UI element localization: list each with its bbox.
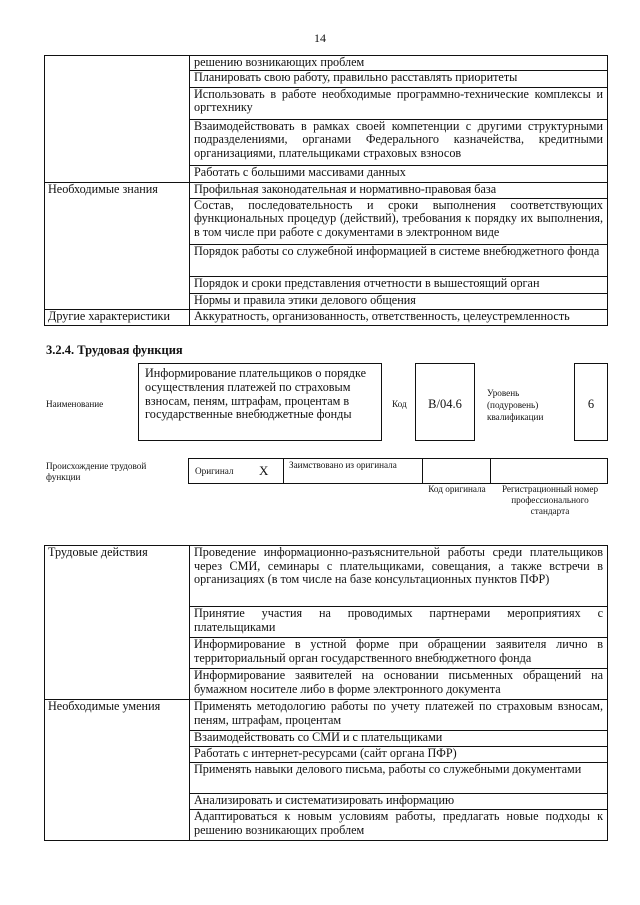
level-box [574, 363, 608, 441]
row-label-skills: Необходимые умения [45, 700, 190, 841]
table-cell: Работать с большими массивами данных [190, 165, 608, 182]
table-row [45, 700, 608, 731]
table-cell: Анализировать и систематизировать информацию [190, 794, 608, 810]
table-cell: Информирование заявителей на основании письменных обращений на бумажном носителе либо в форме электронного документа [190, 669, 608, 700]
table-cell: Работать с интернет-ресурсами (сайт органа ПФР) [190, 747, 608, 763]
table-cell: Адаптироваться к новым условиям работы, предлагать новые подходы к решению возникающих проблем [190, 810, 608, 841]
origin-label: Происхождение трудовой функции [46, 461, 147, 482]
name-label: Наименование [46, 399, 104, 409]
code-box [415, 363, 475, 441]
page-number: 14 [314, 31, 326, 45]
table-cell: Профильная законодательная и нормативно-правовая база [190, 182, 608, 198]
table-row [45, 182, 608, 198]
table-cell: Взаимодействовать в рамках своей компетенции с другими структурными подразделениями, органами Федерального казначейства, кредитными организациями, плательщиками страховых взносов [190, 119, 608, 165]
table-cell: Аккуратность, организованность, ответственность, целеустремленность [190, 309, 608, 325]
table-cell: Состав, последовательность и сроки выполнения соответствующих функциональных процедур (действий), требования к порядку их выполнения, в том числе при работе с документами в электронном виде [190, 198, 608, 244]
table-cell: Принятие участия на проводимых партнерами мероприятиях с плательщиками [190, 607, 608, 638]
row-label-other: Другие характеристики [45, 309, 190, 325]
original-label: Оригинал [195, 466, 234, 476]
registration-number-cell [490, 458, 608, 484]
table-cell: Порядок работы со служебной информацией в системе внебюджетного фонда [190, 244, 608, 276]
original-cell [188, 458, 284, 484]
original-mark: X [259, 463, 269, 478]
table-cell: Взаимодействовать со СМИ и с плательщиками [190, 731, 608, 747]
row-label-actions: Трудовые действия [45, 546, 190, 700]
registration-caption: Регистрационный номер профессионального стандарта [501, 484, 599, 516]
function-name: Информирование плательщиков о порядке осуществления платежей по страховым взносам, пеням, штрафам, процентам в государственные внебюджетные фонды [145, 366, 367, 422]
table-cell: Использовать в работе необходимые программно-технические комплексы и оргтехнику [190, 87, 608, 119]
code-caption: Код оригинала [428, 484, 486, 494]
function-code: B/04.6 [428, 397, 462, 411]
table-row [45, 546, 608, 607]
table-cell: Информирование в устной форме при обращении заявителя лично в территориальный орган государственного внебюджетного фонда [190, 638, 608, 669]
original-code-cell [422, 458, 491, 484]
table-row [45, 56, 608, 71]
table-cell: Нормы и правила этики делового общения [190, 293, 608, 309]
table-cell: Проведение информационно-разъяснительной работы среди плательщиков через СМИ, семинары с плательщиками, совещания, а также встречи в организациях (в том числе на базе консультационных пунктов ПФР) [190, 546, 608, 607]
qualification-level: 6 [587, 397, 595, 411]
row-label [45, 56, 190, 183]
code-label: Код [392, 399, 407, 409]
skills-knowledge-table [44, 55, 608, 326]
table-cell: Применять методологию работы по учету платежей по страховым взносам, пеням, штрафам, процентам [190, 700, 608, 731]
section-title: 3.2.4. Трудовая функция [46, 343, 183, 357]
actions-skills-table [44, 545, 608, 841]
borrowed-label: Заимствовано из оригинала [289, 460, 397, 470]
level-label: Уровень (подуровень) квалификации [487, 388, 544, 422]
borrowed-cell [283, 458, 423, 484]
table-cell: решению возникающих проблем [190, 56, 608, 71]
table-cell: Планировать свою работу, правильно расставлять приоритеты [190, 70, 608, 87]
table-cell: Порядок и сроки представления отчетности в вышестоящий орган [190, 276, 608, 293]
table-row [45, 309, 608, 325]
function-name-box [138, 363, 382, 441]
row-label-knowledge: Необходимые знания [45, 182, 190, 309]
table-cell: Применять навыки делового письма, работы со служебными документами [190, 763, 608, 794]
